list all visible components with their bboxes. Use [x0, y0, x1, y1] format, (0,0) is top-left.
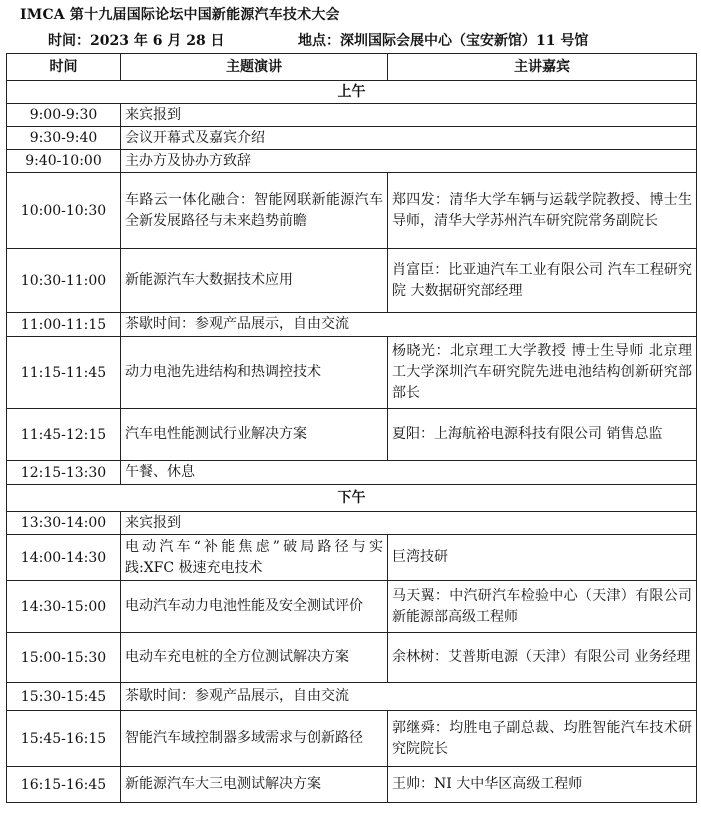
topic-cell: 新能源汽车大三电测试解决方案 — [121, 767, 388, 803]
table-row — [7, 173, 697, 249]
section-label-pm: 下午 — [7, 485, 697, 512]
topic-cell: 会议开幕式及嘉宾介绍 — [121, 127, 697, 150]
time-cell: 9:40-10:00 — [7, 150, 121, 173]
time-cell: 13:30-14:00 — [7, 512, 121, 535]
table-row — [7, 581, 697, 633]
table-row — [7, 249, 697, 313]
table-row — [7, 512, 697, 535]
document-title: IMCA 第十九届国际论坛中国新能源汽车技术大会 — [20, 7, 340, 23]
time-cell: 15:00-15:30 — [7, 633, 121, 683]
topic-cell: 午餐、休息 — [121, 461, 697, 485]
time-cell: 11:00-11:15 — [7, 313, 121, 337]
topic-cell: 电动汽车动力电池性能及安全测试评价 — [121, 581, 388, 633]
topic-cell: 茶歇时间：参观产品展示，自由交流 — [121, 313, 697, 337]
speaker-cell: 巨湾技研 — [388, 535, 697, 581]
speaker-cell: 王帅：NI 大中华区高级工程师 — [388, 767, 697, 803]
table-row — [7, 104, 697, 127]
table-row — [7, 683, 697, 711]
time-cell: 14:30-15:00 — [7, 581, 121, 633]
topic-cell: 智能汽车域控制器多域需求与创新路径 — [121, 711, 388, 767]
table-row — [7, 337, 697, 409]
topic-cell: 电动汽车“补能焦虑”破局路径与实践:XFC 极速充电技术 — [121, 535, 388, 581]
time-cell: 10:30-11:00 — [7, 249, 121, 313]
table-row — [7, 767, 697, 803]
topic-cell: 茶歇时间：参观产品展示，自由交流 — [121, 683, 697, 711]
time-cell: 15:45-16:15 — [7, 711, 121, 767]
section-row-pm — [7, 485, 697, 512]
topic-cell: 新能源汽车大数据技术应用 — [121, 249, 388, 313]
time-cell: 9:00-9:30 — [7, 104, 121, 127]
table-row — [7, 150, 697, 173]
table-row — [7, 711, 697, 767]
speaker-cell: 肖富臣：比亚迪汽车工业有限公司 汽车工程研究院 大数据研究部经理 — [388, 249, 697, 313]
section-row-am — [7, 81, 697, 104]
table-row — [7, 313, 697, 337]
event-time: 时间：2023 年 6 月 28 日 — [48, 33, 225, 49]
topic-cell: 汽车电性能测试行业解决方案 — [121, 409, 388, 461]
column-header-time: 时间 — [7, 54, 121, 81]
topic-cell: 来宾报到 — [121, 104, 697, 127]
time-cell: 9:30-9:40 — [7, 127, 121, 150]
table-row — [7, 461, 697, 485]
section-label-am: 上午 — [7, 81, 697, 104]
table-row — [7, 409, 697, 461]
speaker-cell: 郭继舜：均胜电子副总裁、均胜智能汽车技术研究院院长 — [388, 711, 697, 767]
topic-cell: 动力电池先进结构和热调控技术 — [121, 337, 388, 409]
time-cell: 11:15-11:45 — [7, 337, 121, 409]
time-cell: 14:00-14:30 — [7, 535, 121, 581]
column-header-speaker: 主讲嘉宾 — [388, 54, 697, 81]
topic-cell: 主办方及协办方致辞 — [121, 150, 697, 173]
time-cell: 16:15-16:45 — [7, 767, 121, 803]
speaker-cell: 夏阳：上海航裕电源科技有限公司 销售总监 — [388, 409, 697, 461]
header-row — [7, 54, 697, 81]
agenda-table — [6, 53, 697, 803]
time-cell: 12:15-13:30 — [7, 461, 121, 485]
event-place: 地点：深圳国际会展中心（宝安新馆）11 号馆 — [298, 33, 589, 49]
topic-cell: 电动车充电桩的全方位测试解决方案 — [121, 633, 388, 683]
time-cell: 15:30-15:45 — [7, 683, 121, 711]
table-row — [7, 633, 697, 683]
topic-cell: 来宾报到 — [121, 512, 697, 535]
speaker-cell: 郑四发：清华大学车辆与运载学院教授、博士生导师，清华大学苏州汽车研究院常务副院长 — [388, 173, 697, 249]
speaker-cell: 余林树：艾普斯电源（天津）有限公司 业务经理 — [388, 633, 697, 683]
time-cell: 11:45-12:15 — [7, 409, 121, 461]
topic-cell: 车路云一体化融合：智能网联新能源汽车全新发展路径与未来趋势前瞻 — [121, 173, 388, 249]
table-row — [7, 535, 697, 581]
time-cell: 10:00-10:30 — [7, 173, 121, 249]
table-row — [7, 127, 697, 150]
speaker-cell: 杨晓光：北京理工大学教授 博士生导师 北京理工大学深圳汽车研究院先进电池结构创新研究部部长 — [388, 337, 697, 409]
column-header-topic: 主题演讲 — [121, 54, 388, 81]
speaker-cell: 马天翼：中汽研汽车检验中心（天津）有限公司 新能源部高级工程师 — [388, 581, 697, 633]
